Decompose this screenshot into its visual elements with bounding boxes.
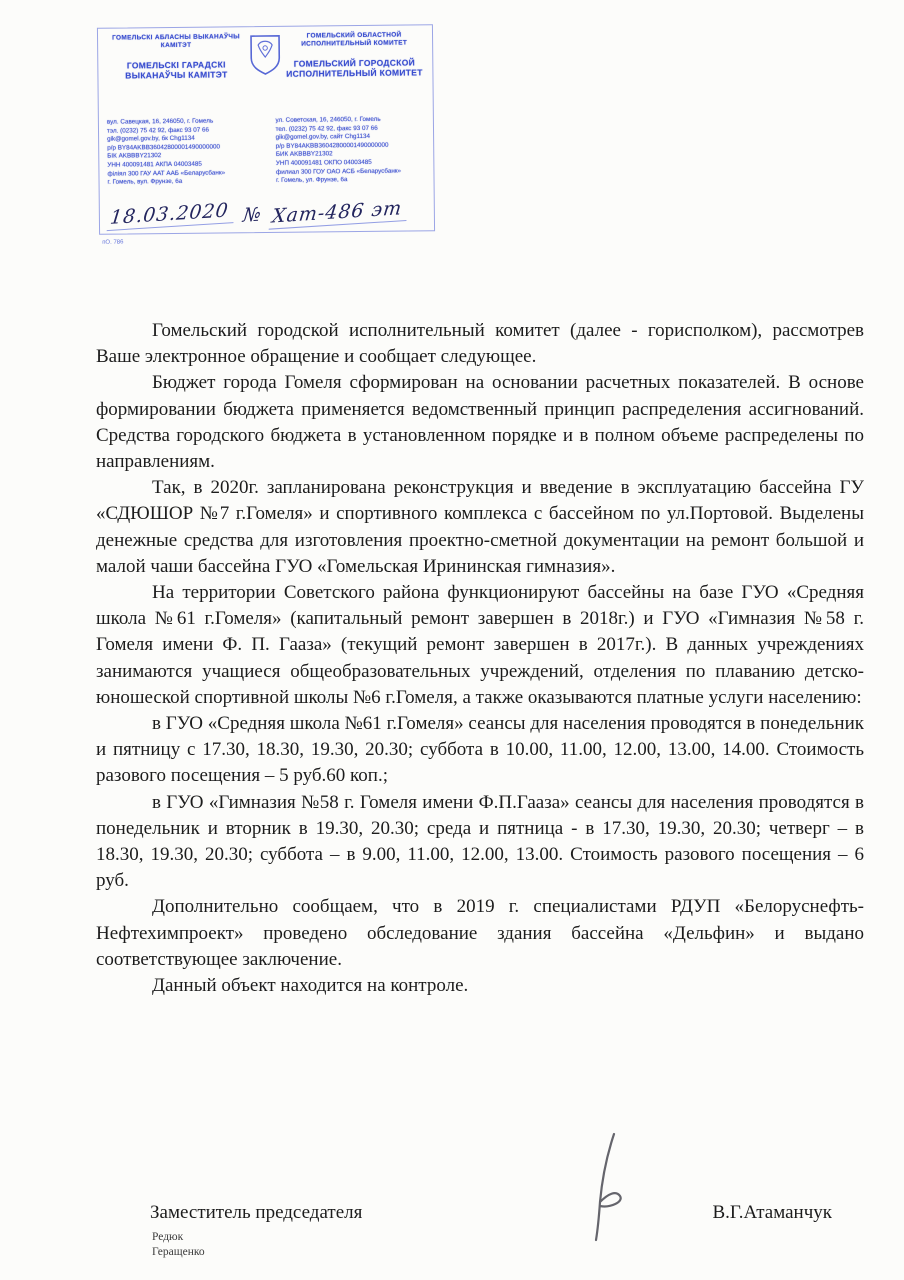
- address-line: gik@gomel.gov.by, сайт Chg1134: [275, 133, 371, 142]
- letterhead-addresses: [107, 115, 426, 187]
- signature-autograph: [558, 1128, 644, 1248]
- signature-row: [150, 1202, 832, 1224]
- body-paragraph: Гомельский городской исполнительный комитет (далее - горисполком), рассмотрев Ваше электронное обращение и сообщает следующее.: [96, 320, 864, 368]
- address-line: філіял 300 ГАУ ААТ ААБ «Беларусбанк»: [107, 168, 226, 178]
- body-paragraph: Бюджет города Гомеля сформирован на основании расчетных показателей. В основе формировании бюджета применяется ведомственный принцип распределения ассигнований. Средства городского бюджета в установленном порядке и в полном объеме распределены по направлениям.: [96, 372, 864, 473]
- org-name-city-by: ГОМЕЛЬСКІ ГАРАДСКІ ВЫКАНАЎЧЫ КАМІТЭТ: [125, 59, 228, 81]
- body-paragraph: Данный объект находится на контроле.: [152, 975, 469, 997]
- letterhead-header: [106, 31, 425, 112]
- signer-name: В.Г.Атаманчук: [712, 1202, 832, 1223]
- letter-body: [96, 318, 864, 999]
- executor-name: Редюк: [152, 1231, 184, 1243]
- letterhead-right-column: [284, 31, 425, 110]
- handwritten-outgoing-number: Хат-486 эт: [268, 197, 409, 230]
- body-paragraph: На территории Советского района функционируют бассейны на базе ГУО «Средняя школа №61 г.Гомеля» (капитальный ремонт завершен в 2018г.) и ГУО «Гимназия №58 г. Гомеля имени Ф. П. Гааза» (текущий ремонт завершен в 2017г.). В данных учреждениях занимаются учащиеся общеобразовательных учреждений, отделения по плаванию детско-юношеской спортивной школы №6 г.Гомеля, а также оказываются платные услуги населению:: [96, 582, 864, 708]
- address-block-ru: [275, 115, 425, 185]
- body-paragraph: Так, в 2020г. запланирована реконструкция и введение в эксплуатацию бассейна ГУ «СДЮШОР №7 г.Гомеля» и спортивного комплекса с бассейном по ул.Портовой. Выделены денежные средства для изготовления проектно-сметной документации на ремонт большой и малой чаши бассейна ГУО «Гомельская Ирининская гимназия».: [96, 477, 864, 577]
- org-name-city-ru: ГОМЕЛЬСКИЙ ГОРОДСКОЙ ИСПОЛНИТЕЛЬНЫЙ КОМИТЕТ: [286, 57, 423, 79]
- address-line: г. Гомель, вул. Фрунзе, 6а: [107, 178, 183, 186]
- executors-block: [152, 1230, 205, 1260]
- body-paragraph: в ГУО «Гимназия №58 г. Гомеля имени Ф.П.Гааза» сеансы для населения проводятся в понедельник и вторник в 19.30, 20.30; среда и пятница - в 17.30, 19.30, 20.30; четверг – в 18.30, 19.30, 20.30; суббота – в 9.00, 11.00, 12.00, 13.00. Стоимость разового посещения – 6 руб.: [96, 791, 864, 892]
- number-sign: №: [241, 203, 263, 227]
- address-line: БІК AKBBBY21302: [107, 152, 162, 161]
- body-paragraph: Дополнительно сообщаем, что в 2019 г. специалистами РДУП «Белоруснефть-Нефтехимпроект» проведено обследование здания бассейна «Дельфин» и выдано соответствующее заключение.: [96, 896, 864, 970]
- address-line: тэл. (0232) 75 42 92, факс 93 07 66: [106, 126, 210, 135]
- address-line: вул. Савецкая, 16, 246050, г. Гомель: [106, 117, 214, 126]
- org-name-region-ru: ГОМЕЛЬСКИЙ ОБЛАСТНОЙ ИСПОЛНИТЕЛЬНЫЙ КОМИТЕТ: [301, 31, 408, 48]
- address-line: gik@gomel.gov.by, бк Chg1134: [107, 134, 195, 143]
- address-line: БИК AKBBBY21302: [275, 150, 333, 159]
- address-line: р/р BY84AKBB36042800001490000000: [275, 141, 389, 150]
- address-line: ул. Советская, 16, 246050, г. Гомель: [275, 115, 381, 124]
- handwritten-date: 18.03.2020: [107, 199, 236, 231]
- stamp-footnote: пО. 786: [102, 239, 124, 246]
- body-paragraph: в ГУО «Средняя школа №61 г.Гомеля» сеансы для населения проводятся в понедельник и пятницу с 17.30, 18.30, 19.30, 20.30; суббота в 10.00, 11.00, 12.00, 13.00, 14.00. Стоимость разового посещения – 5 руб.60 коп.;: [96, 713, 864, 787]
- letterhead-left-column: [106, 33, 247, 112]
- signer-title: Заместитель председателя: [150, 1202, 363, 1223]
- address-line: р/р BY84AKBB36042800001490000000: [107, 143, 220, 152]
- address-line: УНН 400091481 АКПА 04003485: [107, 160, 202, 169]
- address-block-by: [107, 117, 257, 187]
- address-line: филиал 300 ГОУ ОАО АСБ «Беларусбанк»: [275, 167, 402, 176]
- address-line: г. Гомель, ул. Фрунзе, 6а: [276, 176, 348, 185]
- executor-name: Геращенко: [152, 1246, 205, 1258]
- address-line: УНП 400091481 ОКПО 04003485: [275, 158, 372, 167]
- coat-of-arms-icon: [248, 33, 282, 80]
- address-line: тел. (0232) 75 42 92, факс 93 07 66: [275, 124, 378, 133]
- letterhead-stamp: [97, 24, 435, 246]
- org-name-region-by: ГОМЕЛЬСКІ АБЛАСНЫ ВЫКАНАЎЧЫ КАМІТЭТ: [112, 33, 240, 50]
- reference-line: [108, 194, 426, 227]
